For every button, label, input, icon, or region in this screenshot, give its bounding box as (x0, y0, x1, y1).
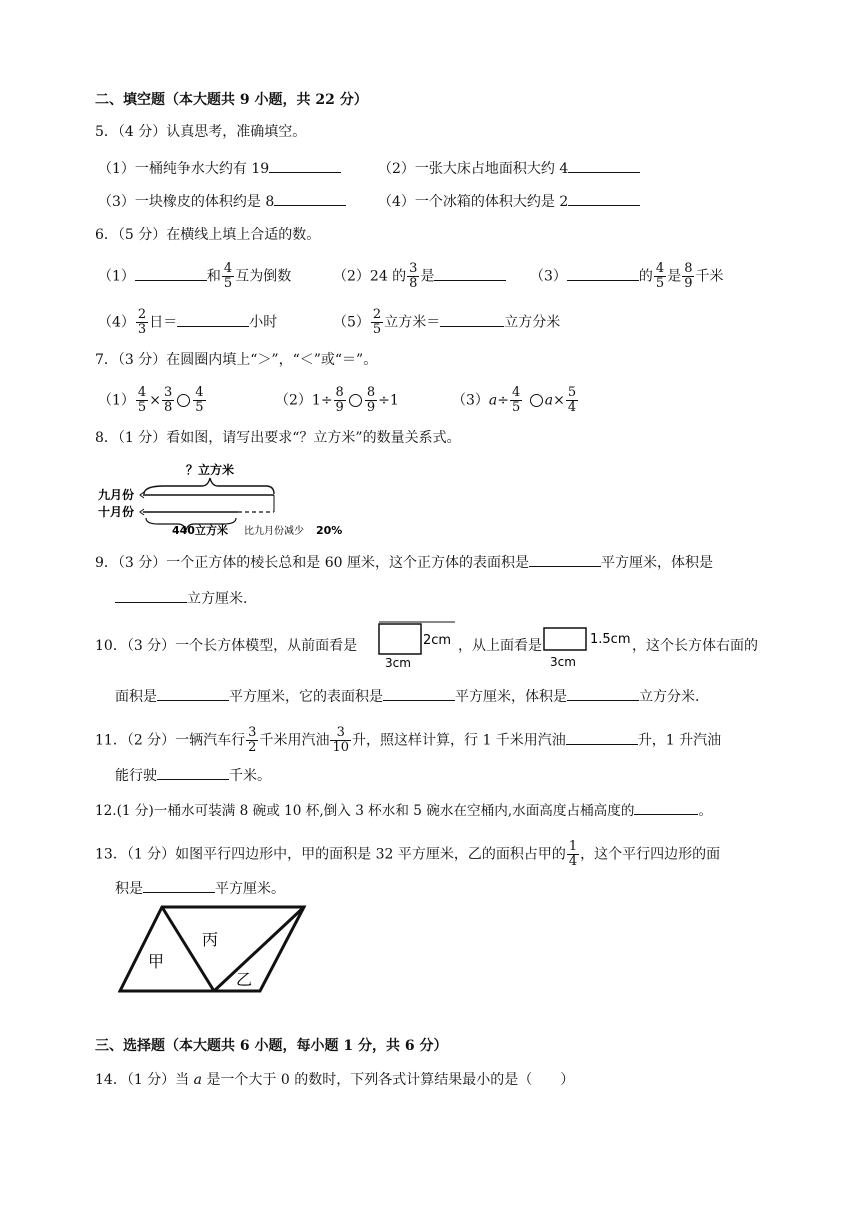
q11-line-2: 能行驶 千米。 (115, 765, 271, 786)
q10-line-1-mid: ，从上面看是 (458, 638, 542, 654)
compare-circle[interactable] (349, 394, 362, 407)
q10-line-1-pre: 10．（3 分）一个长方体模型，从前面看是 (95, 638, 358, 654)
q5-heading: 5．（4 分）认真思考，准确填空。 (95, 124, 307, 140)
top-depth-label: 1.5cm (590, 632, 631, 647)
fraction: $\frac{4}{5}$ (512, 385, 521, 415)
fraction: $\frac{4}{5}$ (195, 385, 204, 415)
q6-part-4: （4） $\frac{2}{3}$ 日＝ 小时 (98, 307, 278, 337)
answer-blank[interactable] (143, 878, 215, 893)
fig-440-label: 440立方米 (172, 524, 228, 537)
q12-line: 12.(1 分)一桶水可装满 8 碗或 10 杯,倒入 3 杯水和 5 碗水在空桶内,水面高度占桶高度的 。 (95, 800, 712, 821)
section-3-title: 三、选择题（本大题共 6 小题，每小题 1 分，共 6 分） (95, 1038, 448, 1054)
diagonal-right (214, 907, 304, 991)
fraction: $\frac{3}{2}$ (248, 725, 257, 755)
diagonal-left (162, 907, 214, 991)
compare-circle[interactable] (177, 394, 190, 407)
q10-top-view-figure (540, 624, 632, 670)
q7-heading: 7．（3 分）在圆圈内填上“＞”，“＜”或“＝”。 (95, 352, 378, 368)
q5-part-1: （1）一桶纯争水大约有 19 (98, 158, 341, 179)
fraction: $\frac{8}{9}$ (684, 261, 693, 291)
label-jia: 甲 (148, 952, 165, 971)
answer-blank[interactable] (135, 266, 207, 281)
answer-blank[interactable] (567, 266, 639, 281)
q13-line-1: 13．（1 分）如图平行四边形中，甲的面积是 32 平方厘米，乙的面积占甲的 $\frac{1}{4}$ ，这个平行四边形的面 (95, 839, 721, 869)
fraction: $\frac{3}{10}$ (332, 725, 349, 755)
fraction: $\frac{3}{8}$ (409, 261, 418, 291)
fraction: $\frac{8}{9}$ (335, 385, 344, 415)
answer-blank[interactable] (269, 158, 341, 173)
answer-blank[interactable] (568, 158, 640, 173)
front-width-label: 3cm (385, 656, 411, 670)
fraction: $\frac{5}{4}$ (567, 385, 577, 415)
label-yi: 乙 (236, 970, 253, 989)
q6-part-1: （1） 和 $\frac{4}{5}$ 互为倒数 (98, 261, 292, 291)
october-label: 十月份 (98, 505, 135, 519)
label-bing: 丙 (202, 930, 219, 949)
compare-circle[interactable] (530, 394, 543, 407)
fraction: $\frac{4}{5}$ (655, 261, 665, 291)
fraction: $\frac{3}{8}$ (163, 385, 173, 415)
answer-blank[interactable] (568, 191, 640, 206)
fraction: $\frac{2}{3}$ (137, 307, 147, 337)
fraction: $\frac{2}{5}$ (372, 307, 382, 337)
answer-blank[interactable] (567, 686, 639, 701)
top-width-label: 3cm (550, 655, 576, 669)
q5-part-3: （3）一块橡皮的体积约是 8 (98, 191, 346, 212)
q10-front-view-figure (375, 618, 457, 670)
answer-blank[interactable] (383, 686, 455, 701)
q13-parallelogram-figure (118, 903, 308, 997)
section-2-title: 二、填空题（本大题共 9 小题，共 22 分） (95, 92, 368, 108)
q8-figure (98, 458, 358, 538)
q7-part-1: （1） $\frac{4}{5}$ × $\frac{3}{8}$ $\frac{4}{5}$ (98, 385, 204, 415)
fig-decrease-label: 比九月份减少 (244, 526, 304, 537)
q6-part-2: （2）24 的 $\frac{3}{8}$ 是 (333, 262, 506, 291)
answer-blank[interactable] (157, 686, 229, 701)
fraction: $\frac{4}{5}$ (137, 385, 147, 415)
q7-part-2: （2）1÷ $\frac{8}{9}$ $\frac{8}{9}$ ÷1 (275, 385, 399, 415)
q10-line-1-post: ，这个长方体右面的 (632, 638, 758, 654)
fraction: $\frac{8}{9}$ (366, 385, 376, 415)
q6-heading: 6．（5 分）在横线上填上合适的数。 (95, 227, 321, 243)
fig-percent-label: 20% (316, 524, 343, 537)
q5-part-4: （4）一个冰箱的体积大约是 2 (378, 191, 640, 212)
q5-part-2: （2）一张大床占地面积大约 4 (378, 158, 640, 179)
q9-line-1: 9．（3 分）一个正方体的棱长总和是 60 厘米，这个正方体的表面积是 平方厘米，体积是 (95, 552, 713, 573)
q9-line-2: 立方厘米. (115, 588, 247, 609)
q13-line-2: 积是 平方厘米。 (115, 878, 285, 899)
q6-part-5: （5） $\frac{2}{5}$ 立方米＝ 立方分米 (333, 307, 561, 337)
answer-blank[interactable] (440, 312, 504, 327)
q14-line: 14．（1 分）当 a 是一个大于 0 的数时，下列各式计算结果最小的是（ ） (95, 1072, 575, 1088)
q6-part-3: （3） 的 $\frac{4}{5}$ 是 $\frac{8}{9}$ 千米 (530, 261, 724, 291)
q10-line-2: 面积是 平方厘米，它的表面积是 平方厘米，体积是 立方分米. (115, 686, 699, 707)
top-brace (144, 478, 274, 494)
answer-blank[interactable] (157, 765, 229, 780)
answer-blank[interactable] (566, 730, 638, 745)
answer-blank[interactable] (274, 191, 346, 206)
q11-line-1: 11．（2 分）一辆汽车行 $\frac{3}{2}$ 千米用汽油 $\frac{3}{10}$ 升，照这样计算，行 1 千米用汽油 升，1 升汽油 (95, 725, 722, 755)
fig-question-label: ？立方米 (186, 463, 235, 477)
answer-blank[interactable] (434, 266, 506, 281)
q7-part-3: （3）a÷ $\frac{4}{5}$ a× $\frac{5}{4}$ (452, 385, 577, 415)
fraction: $\frac{1}{4}$ (568, 839, 578, 869)
answer-blank[interactable] (529, 552, 601, 567)
answer-blank[interactable] (177, 312, 249, 327)
answer-blank[interactable] (115, 588, 187, 603)
parallelogram (120, 907, 304, 991)
answer-blank[interactable] (634, 800, 698, 815)
q8-heading: 8．（1 分）看如图，请写出要求“？立方米”的数量关系式。 (95, 430, 461, 446)
fraction: $\frac{4}{5}$ (223, 261, 233, 291)
front-height-label: 2cm (423, 633, 452, 648)
september-label: 九月份 (98, 488, 135, 502)
